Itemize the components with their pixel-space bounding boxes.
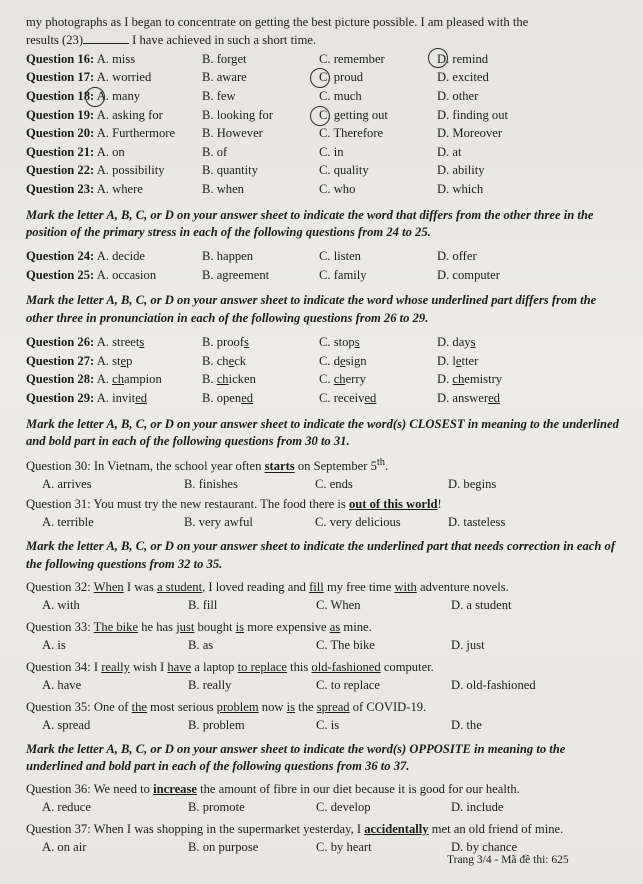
question-row: Question 17: A. worried B. aware C. proud D. excited: [26, 70, 489, 85]
question-row: Question 28: A. champion B. chicken C. cherry D. chemistry: [26, 372, 503, 387]
question-row: Question 26: A. streets B. proofs C. stops D. days: [26, 335, 476, 350]
intro-line-1: my photographs as I began to concentrate on getting the best picture possible. I am pleased with the: [26, 15, 529, 29]
instruction-opposite: Mark the letter A, B, C, or D on your answer sheet to indicate the word(s) OPPOSITE in meaning to the underlined and bold part in each of the following questions from 36 to 37.: [26, 741, 566, 773]
question-row: Question 18: A. many B. few C. much D. other: [26, 88, 479, 103]
question-31-options: A. terrible B. very awful C. very delicious D. tasteless: [42, 515, 506, 530]
stress-questions: [26, 247, 623, 284]
pronunciation-questions: [26, 333, 623, 407]
page-footer: Trang 3/4 - Mã đề thi: 625: [447, 854, 569, 866]
question-row: Question 23: A. where B. when C. who D. which: [26, 181, 484, 196]
question-30-options: A. arrives B. finishes C. ends D. begins: [42, 477, 497, 492]
question-row: Question 21: A. on B. of C. in D. at: [26, 144, 462, 159]
question-33-options: A. is B. as C. The bike D. just: [42, 637, 485, 652]
question-row: Question 20: A. Furthermore B. However C. Therefore D. Moreover: [26, 126, 503, 141]
question-31: Question 31: You must try the new restaurant. The food there is out of this world!: [26, 497, 442, 512]
instruction-pronunciation: Mark the letter A, B, C, or D on your answer sheet to indicate the word whose underlined part differs from the other three in pronunciation in each of the following questions from 26 to 29.: [26, 293, 597, 325]
question-32: Question 32: When I was a student, I loved reading and fill my free time with adventure novels.: [26, 580, 509, 594]
intro-line-2: results (23) I have achieved in such a short time.: [26, 32, 317, 47]
question-row: Question 16: A. miss B. forget C. remember D. remind: [26, 51, 489, 66]
instruction-stress: Mark the letter A, B, C, or D on your answer sheet to indicate the word that differs from the other three in the position of the primary stress in each of the following questions from 24 to 25.: [26, 207, 594, 239]
question-32-options: A. with B. fill C. When D. a student: [42, 597, 512, 612]
question-row: Question 29: A. invited B. opened C. received D. answered: [26, 390, 500, 405]
question-row: Question 27: A. step B. check C. design D. letter: [26, 353, 479, 368]
question-33: Question 33: The bike he has just bought is more expensive as mine.: [26, 619, 372, 634]
answer-circle-17: [310, 68, 330, 88]
answer-circle-19: [310, 106, 330, 126]
question-row: Question 25: A. occasion B. agreement C. family D. computer: [26, 267, 500, 282]
question-34-options: A. have B. really C. to replace D. old-fashioned: [42, 677, 536, 692]
question-36: Question 36: We need to increase the amount of fibre in our diet because it is good for our health.: [26, 782, 520, 797]
instruction-closest: Mark the letter A, B, C, or D on your answer sheet to indicate the word(s) CLOSEST in meaning to the underlined and bold part in each of the following questions from 30 to 31.: [26, 416, 619, 448]
question-row: Question 22: A. possibility B. quantity C. quality D. ability: [26, 163, 485, 178]
question-30: Question 30: In Vietnam, the school year often starts on September 5th.: [26, 457, 389, 474]
answer-circle-18: [85, 87, 105, 107]
question-37: Question 37: When I was shopping in the supermarket yesterday, I accidentally met an old friend of mine.: [26, 822, 564, 837]
answer-blank: [83, 32, 129, 44]
question-35-options: A. spread B. problem C. is D. the: [42, 717, 482, 732]
question-34: Question 34: I really wish I have a laptop to replace this old-fashioned computer.: [26, 659, 434, 674]
question-row: Question 24: A. decide B. happen C. listen D. offer: [26, 249, 477, 264]
instruction-error: Mark the letter A, B, C, or D on your answer sheet to indicate the underlined part that needs correction in each of the following questions from 32 to 35.: [26, 539, 616, 571]
question-37-options: A. on air B. on purpose C. by heart D. by chance: [42, 840, 518, 854]
question-35: Question 35: One of the most serious problem now is the spread of COVID-19.: [26, 699, 427, 714]
question-row: Question 19: A. asking for B. looking for C. getting out D. finding out: [26, 107, 509, 122]
answer-circle-16: [428, 48, 448, 68]
question-36-options: A. reduce B. promote C. develop D. include: [42, 800, 504, 815]
